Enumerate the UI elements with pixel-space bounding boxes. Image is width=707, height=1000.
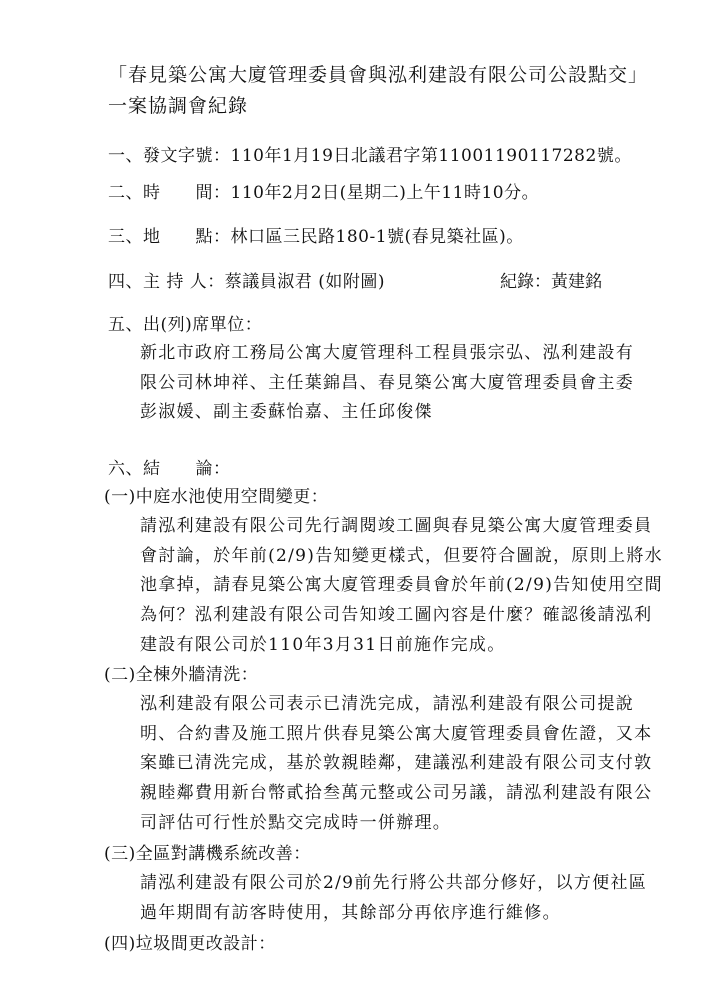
section-2-line: 司評估可行性於點交完成時一併辦理。 xyxy=(140,813,452,833)
attendees-line: 新北市政府工務局公寓大廈管理科工程員張宗弘、泓利建設有 xyxy=(140,343,635,363)
section-1-line: 建設有限公司於110年3月31日前施作完成。 xyxy=(140,635,506,655)
section-2-line: 明、合約書及施工照片供春見築公寓大廈管理委員會佐證，又本 xyxy=(140,724,653,744)
section-2-line: 案雖已清洗完成，基於敦親睦鄰，建議泓利建設有限公司支付敦 xyxy=(140,753,653,773)
section-2-line: 泓利建設有限公司表示已清洗完成，請泓利建設有限公司提說 xyxy=(140,694,635,714)
section-3-line: 過年期間有訪客時使用，其餘部分再依序進行維修。 xyxy=(140,903,561,923)
section-2-line: 親睦鄰費用新台幣貳拾叁萬元整或公司另議，請泓利建設有限公 xyxy=(140,783,653,803)
section-heading-4: (四)垃圾間更改設計： xyxy=(104,934,276,954)
section-1-line: 為何？泓利建設有限公司告知竣工圖內容是什麼？確認後請泓利 xyxy=(140,605,653,625)
meeting-host-line: 四、主 持 人：蔡議員淑君 (如附圖) xyxy=(108,272,385,292)
section-1-line: 請泓利建設有限公司先行調閱竣工圖與春見築公寓大廈管理委員 xyxy=(140,516,653,536)
section-heading-2: (二)全棟外牆清洗： xyxy=(104,665,259,685)
attendees-heading: 五、出(列)席單位： xyxy=(108,315,263,335)
meeting-time-line: 二、時 間：110年2月2日(星期二)上午11時10分。 xyxy=(108,183,540,203)
recorder-label: 紀錄：黃建銘 xyxy=(500,272,602,292)
document-title-line-1: 「春見築公寓大廈管理委員會與泓利建設有限公司公設點交」 xyxy=(108,64,649,86)
section-1-line: 池拿掉，請春見築公寓大廈管理委員會於年前(2/9)告知使用空間 xyxy=(140,575,663,595)
document-title-line-2: 一案協調會紀錄 xyxy=(108,95,249,117)
meeting-place-line: 三、地 點：林口區三民路180-1號(春見築社區)。 xyxy=(108,227,524,247)
doc-number-line: 一、發文字號：110年1月19日北議君字第11001190117282號。 xyxy=(108,146,632,166)
attendees-line: 限公司林坤祥、主任葉錦昌、春見築公寓大廈管理委員會主委 xyxy=(140,373,635,393)
section-heading-3: (三)全區對講機系統改善： xyxy=(104,844,311,864)
section-1-line: 會討論，於年前(2/9)告知變更樣式，但要符合圖說，原則上將水 xyxy=(140,546,663,566)
section-3-line: 請泓利建設有限公司於2/9前先行將公共部分修好，以方便社區 xyxy=(140,873,648,893)
conclusion-heading: 六、結 論： xyxy=(108,459,231,479)
attendees-line: 彭淑媛、副主委蘇怡嘉、主任邱俊傑 xyxy=(140,402,433,422)
section-heading-1: (一)中庭水池使用空間變更： xyxy=(104,487,329,507)
